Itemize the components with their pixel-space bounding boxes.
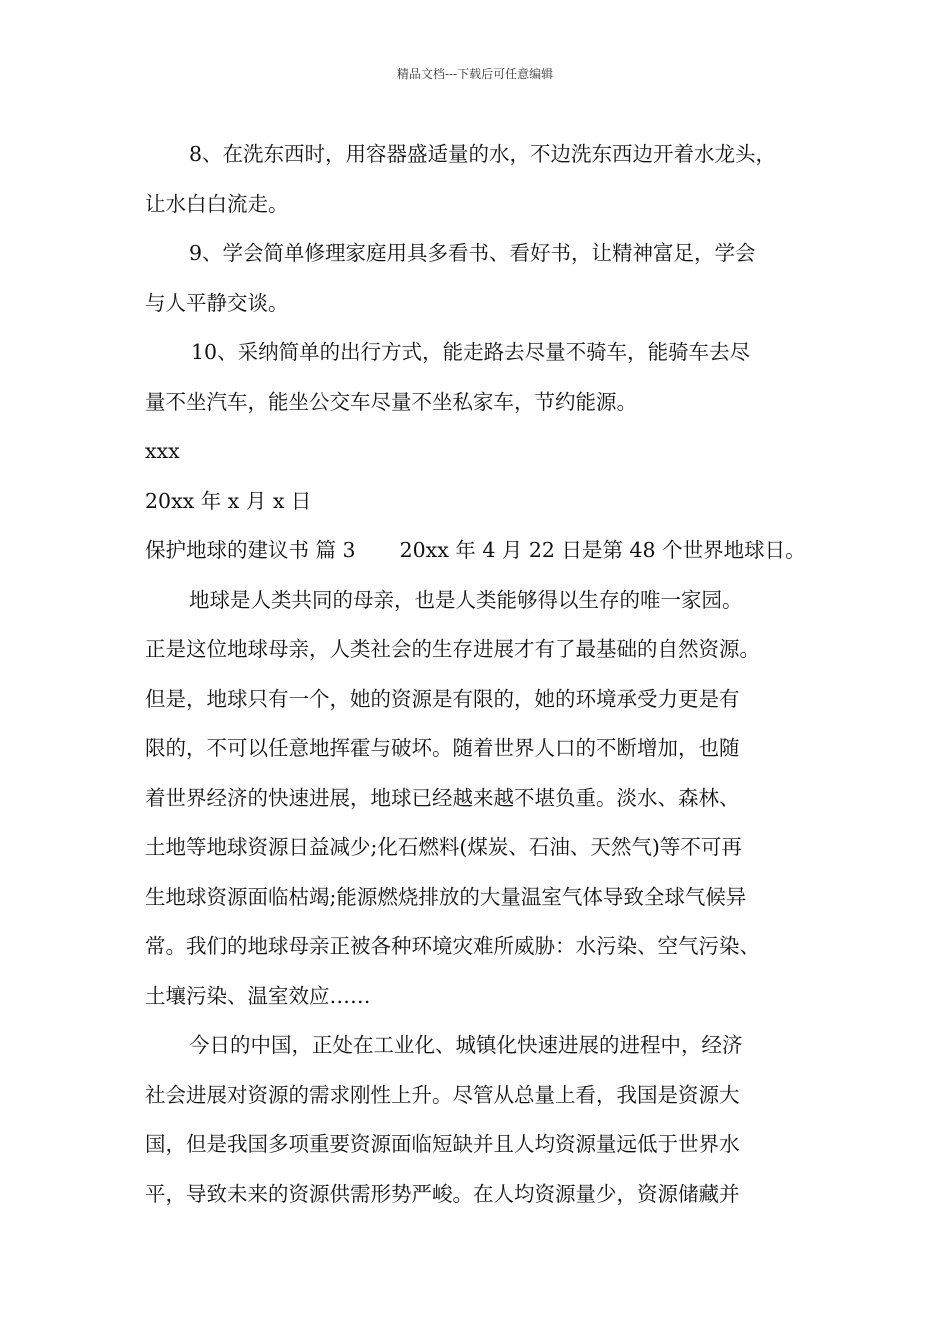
- paragraph-line: 国，但是我国多项重要资源面临短缺并且人均资源量远低于世界水: [145, 1132, 740, 1156]
- paragraph-line: 8、在洗东西时，用容器盛适量的水，不边洗东西边开着水龙头，: [189, 142, 777, 166]
- section-title: 保护地球的建议书 篇 3: [145, 538, 356, 562]
- page-header: 精品文档---下载后可任意编辑: [396, 67, 554, 81]
- paragraph-line: 地球是人类共同的母亲，也是人类能够得以生存的唯一家园。: [189, 587, 743, 612]
- document-body: [145, 130, 835, 1219]
- paragraph-line: 让水白白流走。: [145, 191, 289, 216]
- paragraph-line: 社会进展对资源的需求刚性上升。尽管从总量上看，我国是资源大: [145, 1082, 740, 1107]
- paragraph-line: 平，导致未来的资源供需形势严峻。在人均资源量少，资源储藏并: [145, 1181, 740, 1206]
- paragraph-line: 生地球资源面临枯竭;能源燃烧排放的大量温室气体导致全球气候异: [145, 884, 747, 909]
- paragraph-line: 但是，地球只有一个，她的资源是有限的，她的环境承受力更是有: [145, 686, 740, 711]
- paragraph-line: 土壤污染、温室效应……: [145, 983, 371, 1008]
- signature-date: 20xx 年 x 月 x 日: [145, 488, 312, 513]
- paragraph-line: 9、学会简单修理家庭用具多看书、看好书，让精神富足，学会: [189, 241, 756, 265]
- paragraph-line: 量不坐汽车，能坐公交车尽量不坐私家车，节约能源。: [145, 389, 637, 414]
- section-heading-line: [145, 526, 835, 576]
- paragraph-line: 着世界经济的快速进展，地球已经越来越不堪负重。淡水、森林、: [145, 785, 740, 810]
- section-intro: 20xx 年 4 月 22 日是第 48 个世界地球日。: [399, 538, 806, 562]
- paragraph-line: 与人平静交谈。: [145, 290, 289, 315]
- paragraph-line: 土地等地球资源日益减少;化石燃料(煤炭、石油、天然气)等不可再: [145, 835, 742, 859]
- paragraph-line: 今日的中国，正处在工业化、城镇化快速进展的进程中，经济: [189, 1033, 743, 1057]
- paragraph-line: 常。我们的地球母亲正被各种环境灾难所威胁：水污染、空气污染、: [145, 934, 760, 958]
- paragraph-line: 正是这位地球母亲，人类社会的生存进展才有了最基础的自然资源。: [145, 637, 760, 661]
- paragraph-line: 10、采纳简单的出行方式，能走路去尽量不骑车，能骑车去尽: [191, 340, 751, 364]
- signature-name: xxx: [145, 439, 180, 463]
- paragraph-line: 限的，不可以任意地挥霍与破坏。随着世界人口的不断增加，也随: [145, 736, 740, 760]
